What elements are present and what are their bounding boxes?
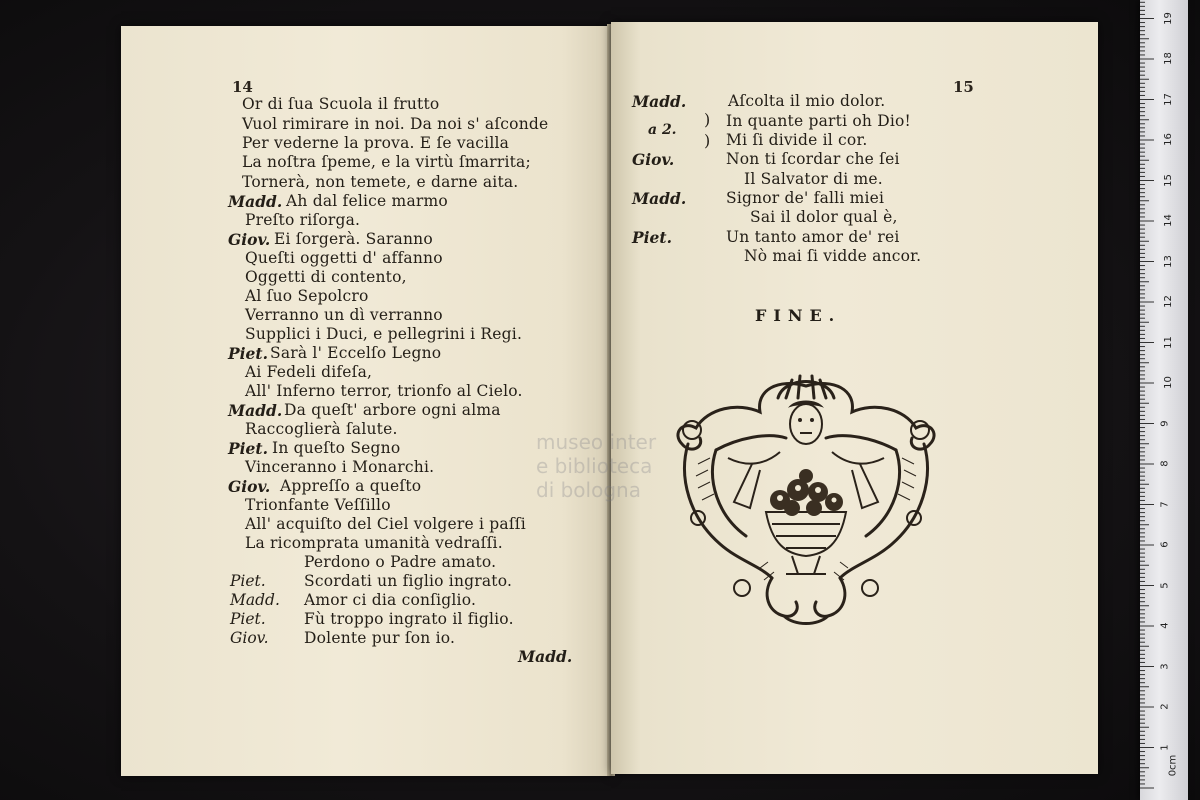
text-line: Il Salvator di me. xyxy=(744,170,883,188)
text-line: Trionfante Veſſillo xyxy=(245,496,391,514)
speaker-label: Giov. xyxy=(632,150,675,169)
speaker-label: Giov. xyxy=(228,230,271,249)
text-line: La noſtra ſpeme, e la virtù ſmarrita; xyxy=(242,153,531,171)
cartouche-ornament xyxy=(668,368,944,630)
text-line: Per vederne la prova. E ſe vacilla xyxy=(242,134,510,152)
text-line: Sarà l' Eccelſo Legno xyxy=(270,344,442,362)
ruler-number: 6 xyxy=(1159,541,1171,548)
catchword: Madd. xyxy=(518,647,573,666)
text-line: In queſto Segno xyxy=(272,439,401,457)
museum-watermark: museo inter e biblioteca di bologna xyxy=(536,430,657,502)
ruler-number: 11 xyxy=(1162,335,1174,349)
ruler-number: 9 xyxy=(1159,419,1171,427)
ruler-number: 7 xyxy=(1159,500,1171,508)
text-line: Ai Fedeli difeſa, xyxy=(245,363,373,381)
text-line: Tornerà, non temete, e darne aita. xyxy=(242,173,519,191)
ruler-number: 4 xyxy=(1159,622,1171,629)
speaker-label: Madd. xyxy=(230,591,280,609)
speaker-label: Piet. xyxy=(228,439,268,458)
ruler-number: 1 xyxy=(1159,743,1171,751)
text-line: Queſti oggetti d' affanno xyxy=(245,249,443,267)
speaker-label: Piet. xyxy=(230,610,266,628)
text-line: Non ti ſcordar che ſei xyxy=(726,150,900,168)
ruler-number: 14 xyxy=(1162,214,1174,227)
aria-line: Fù troppo ingrato il figlio. xyxy=(304,610,514,628)
speaker-label: Madd. xyxy=(632,92,687,111)
text-line: Verranno un dì verranno xyxy=(245,306,443,324)
text-line: Oggetti di contento, xyxy=(245,268,407,286)
text-line: Or di ſua Scuola il frutto xyxy=(242,95,440,113)
bracket-mark: ) xyxy=(704,110,711,129)
text-line: Ah dal felice marmo xyxy=(286,192,448,210)
text-line: Sai il dolor qual è, xyxy=(750,208,898,226)
ruler-number: 5 xyxy=(1159,581,1171,589)
text-line: Preſto riſorga. xyxy=(245,211,361,229)
text-line: Nò mai ſi vidde ancor. xyxy=(744,247,922,265)
text-line: Un tanto amor de' rei xyxy=(726,228,900,246)
ruler-number: 16 xyxy=(1162,133,1174,146)
speaker-label: Madd. xyxy=(228,192,283,211)
ruler-number: 3 xyxy=(1159,662,1171,670)
ruler-number: 13 xyxy=(1162,254,1174,268)
text-line: La ricomprata umanità vedraſſi. xyxy=(245,534,503,552)
measuring-ruler xyxy=(1140,0,1188,800)
text-line: Vinceranno i Monarchi. xyxy=(245,458,435,476)
bracket-mark: ) xyxy=(704,131,711,150)
ruler-number: 8 xyxy=(1159,460,1171,467)
ruler-number: 17 xyxy=(1162,92,1174,106)
fine-heading: FINE. xyxy=(755,306,842,325)
text-line: Da queſt' arbore ogni alma xyxy=(284,401,501,419)
ruler-number: 15 xyxy=(1162,173,1174,187)
text-line: Supplici i Duci, e pellegrini i Regi. xyxy=(245,325,523,343)
text-line: Raccoglierà ſalute. xyxy=(245,420,398,438)
text-line: Signor de' falli miei xyxy=(726,189,885,207)
page-number-right: 15 xyxy=(953,78,974,96)
aria-line: Perdono o Padre amato. xyxy=(304,553,497,571)
text-line: Appreſſo a queſto xyxy=(280,477,422,495)
ruler-number: 18 xyxy=(1162,52,1174,65)
ruler-number: 10 xyxy=(1162,376,1174,389)
speaker-label: a 2. xyxy=(648,122,677,138)
text-line: Vuol rimirare in noi. Da noi s' aſconde xyxy=(242,115,549,133)
text-line: Mi ſi divide il cor. xyxy=(726,131,868,149)
ruler-number: 2 xyxy=(1159,703,1171,710)
speaker-label: Madd. xyxy=(632,189,687,208)
ruler-number: 19 xyxy=(1162,11,1174,25)
aria-line: Amor ci dia conſiglio. xyxy=(304,591,477,609)
text-line: Aſcolta il mio dolor. xyxy=(728,92,886,110)
text-line: Ei ſorgerà. Saranno xyxy=(274,230,433,248)
aria-line: Scordati un figlio ingrato. xyxy=(304,572,513,590)
text-line: Al ſuo Sepolcro xyxy=(245,287,369,305)
speaker-label: Piet. xyxy=(230,572,266,590)
ruler-ticks xyxy=(1140,0,1188,800)
text-line: All' acquiſto del Ciel volgere i paſſi xyxy=(245,515,526,533)
speaker-label: Piet. xyxy=(228,344,268,363)
speaker-label: Giov. xyxy=(230,629,269,647)
speaker-label: Giov. xyxy=(228,477,271,496)
speaker-label: Piet. xyxy=(632,228,672,247)
aria-line: Dolente pur ſon io. xyxy=(304,629,456,647)
speaker-label: Madd. xyxy=(228,401,283,420)
ruler-number: 12 xyxy=(1162,295,1174,308)
text-line: In quante parti oh Dio! xyxy=(726,112,911,130)
text-line: All' Inferno terror, trionfo al Cielo. xyxy=(245,382,523,400)
page-number-left: 14 xyxy=(232,78,253,96)
ruler-unit-label: 0cm xyxy=(1167,754,1179,777)
